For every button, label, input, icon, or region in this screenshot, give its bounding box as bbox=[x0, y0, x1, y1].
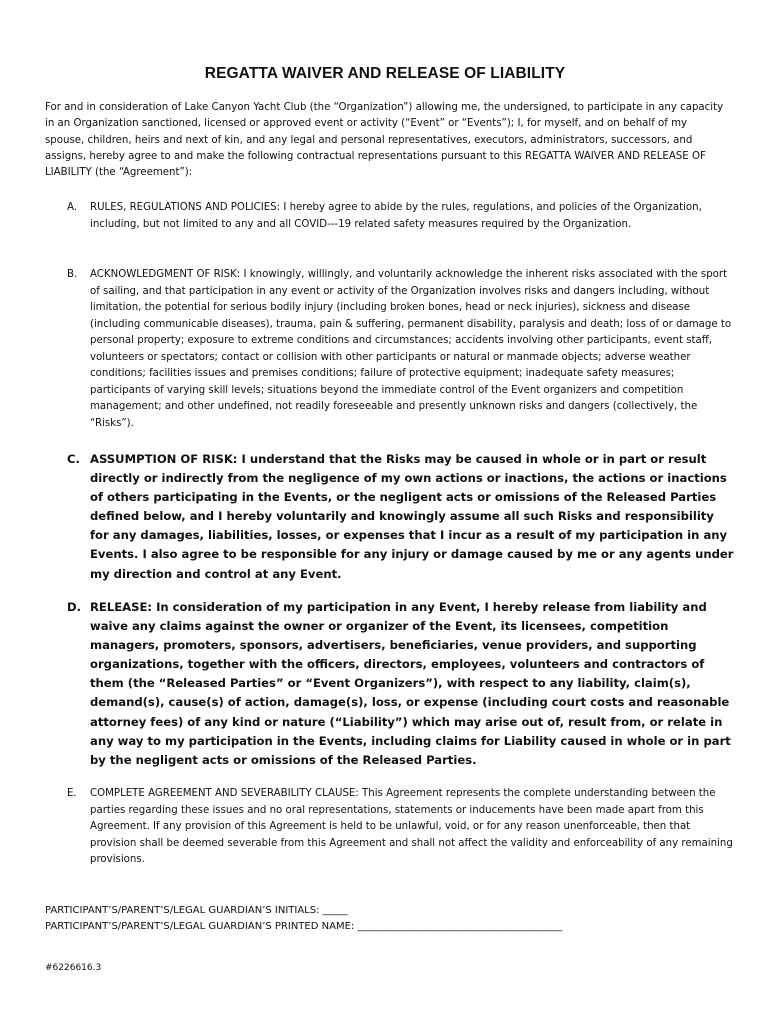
clause-text: ACKNOWLEDGMENT OF RISK: I knowingly, willingly, and voluntarily acknowledge the inherent risks associated with the sport of sailing, and that participation in any event or activity of the Organization involves risks and dangers including, without limitation, the potential for serious bodily injury (including broken bones, head or neck injuries), sickness and disease (including communicable diseases), trauma, pain & suffering, permanent disability, paralysis and death; loss of or damage to personal property; exposure to extreme conditions and circumstances; accidents involving other participants, event staff, volunteers or spectators; contact or collision with other participants or natural or manmade objects; adverse weather conditions; facilities issues and premises conditions; failure of protective equipment; inadequate safety measures; participants of varying skill levels; situations beyond the immediate control of the Event organizers and competition management; and other undefined, not readily foreseeable and presently unknown risks and dangers (collectively, the “Risks”). bbox=[90, 269, 732, 429]
intro-paragraph: For and in consideration of Lake Canyon Yacht Club (the “Organization”) allowing me, the undersigned, to participate in any capacity in an Organization sanctioned, licensed or approved event or activity (“Event” or “Events”); I, for myself, and on behalf of my spouse, children, heirs and next of kin, and any legal and personal representatives, executors, administrators, successors, and assigns, hereby agree to and make the following contractual representations pursuant to this REGATTA WAIVER AND RELEASE OF LIABILITY (the “Agreement”): bbox=[45, 102, 724, 179]
printed-name-line[interactable]: PARTICIPANT’S/PARENT’S/LEGAL GUARDIAN’S PRINTED NAME: _________________________________________ bbox=[45, 921, 563, 932]
clause-text: RULES, REGULATIONS AND POLICIES: I hereby agree to abide by the rules, regulations, and policies of the Organization, including, but not limited to any and all COVID---19 related safety measures required by the Organization. bbox=[90, 202, 702, 230]
clause-letter: E. bbox=[67, 788, 77, 799]
clause-letter: B. bbox=[67, 269, 78, 280]
clause-c bbox=[45, 450, 735, 584]
clause-e bbox=[45, 786, 735, 869]
clause-text: RELEASE: In consideration of my participation in any Event, I hereby release from liability and waive any claims against the owner or organizer of the Event, its licensees, competition managers, promoters, sponsors, advertisers, beneficiaries, venue providers, and supporting organizations, together with the officers, directors, employees, volunteers and contractors of them (the “Released Parties” or “Event Organizers”), with respect to any liability, claim(s), demand(s), cause(s) of action, damage(s), loss, or expense (including court costs and reasonable attorney fees) of any kind or nature (“Liability”) which may arise out of, result from, or relate in any way to my participation in the Events, including claims for Liability caused in whole or in part by the negligent acts or omissions of the Released Parties. bbox=[90, 600, 731, 767]
clause-text: COMPLETE AGREEMENT AND SEVERABILITY CLAUSE: This Agreement represents the complete understanding between the parties regarding these issues and no oral representations, statements or inducements have been made apart from this Agreement. If any provision of this Agreement is held to be unlawful, void, or for any reason unenforceable, then that provision shall be deemed severable from this Agreement and shall not affect the validity and enforceability of any remaining provisions. bbox=[90, 788, 733, 865]
clause-letter: C. bbox=[67, 452, 80, 466]
initials-line[interactable]: PARTICIPANT’S/PARENT’S/LEGAL GUARDIAN’S INITIALS: _____ bbox=[45, 905, 348, 916]
clause-letter: D. bbox=[67, 600, 82, 614]
clause-letter: A. bbox=[67, 202, 78, 213]
clause-d bbox=[45, 598, 735, 770]
clause-a bbox=[45, 200, 735, 233]
document-number: #6226616.3 bbox=[45, 963, 102, 973]
document-title: REGATTA WAIVER AND RELEASE OF LIABILITY bbox=[204, 65, 566, 82]
clause-text: ASSUMPTION OF RISK: I understand that the Risks may be caused in whole or in part or result directly or indirectly from the negligence of my own actions or inactions, the actions or inactions of others participating in the Events, or the negligent acts or omissions of the Released Parties defined below, and I hereby voluntarily and knowingly assume all such Risks and responsibility for any damages, liabilities, losses, or expenses that I incur as a result of my participation in any Events. I also agree to be responsible for any injury or damage caused by me or any agents under my direction and control at any Event. bbox=[90, 452, 734, 581]
clause-b bbox=[45, 267, 735, 432]
